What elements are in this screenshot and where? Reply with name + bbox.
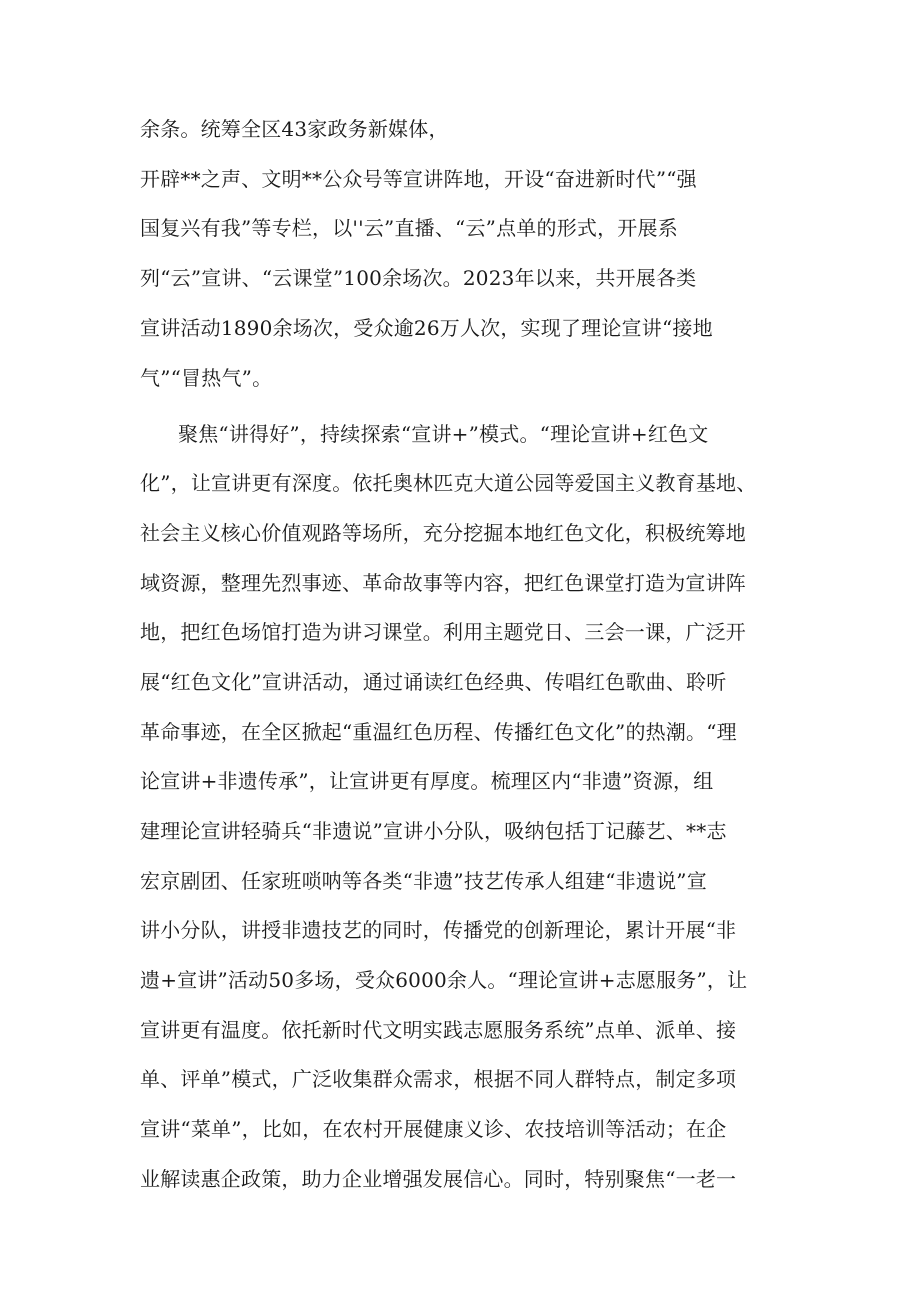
paragraph-1-line-1: 余条。统筹全区43家政务新媒体，: [140, 117, 449, 141]
paragraph-2-line-15: 宣讲“菜单”，比如，在农村开展健康义诊、农技培训等活动；在企: [140, 1117, 727, 1141]
paragraph-2-line-6: 展“红色文化”宣讲活动，通过诵读红色经典、传唱红色歌曲、聆听: [140, 670, 727, 694]
paragraph-1-line-4: 列“云”宣讲、“云课堂”100余场次。2023年以来，共开展各类: [140, 266, 697, 290]
paragraph-2-line-4: 域资源，整理先烈事迹、革命故事等内容，把红色课堂打造为宣讲阵: [140, 571, 746, 595]
paragraph-1-line-6: 气”“冒热气”。: [140, 366, 273, 390]
paragraph-2-line-11: 讲小分队，讲授非遗技艺的同时，传播党的创新理论，累计开展“非: [140, 918, 737, 942]
paragraph-2-line-1: 聚焦“讲得好”，持续探索“宣讲+”模式。“理论宣讲+红色文: [178, 422, 709, 446]
paragraph-2-line-3: 社会主义核心价值观路等场所，充分挖掘本地红色文化，积极统筹地: [140, 521, 746, 545]
paragraph-2-line-13: 宣讲更有温度。依托新时代文明实践志愿服务系统”点单、派单、接: [140, 1018, 737, 1042]
paragraph-2-line-5: 地，把红色场馆打造为讲习课堂。利用主题党日、三会一课，广泛开: [140, 620, 746, 644]
paragraph-2-line-8: 论宣讲+非遗传承”，让宣讲更有厚度。梳理区内“非遗”资源，组: [140, 769, 714, 793]
paragraph-2-line-12: 遗+宣讲”活动50多场，受众6000余人。“理论宣讲+志愿服务”，让: [140, 968, 748, 992]
paragraph-2-line-10: 宏京剧团、任家班唢呐等各类“非遗”技艺传承人组建“非遗说”宣: [140, 869, 707, 893]
paragraph-2-line-9: 建理论宣讲轻骑兵“非遗说”宣讲小分队，吸纳包括丁记藤艺、**志: [140, 819, 727, 843]
paragraph-1-line-3: 国复兴有我”等专栏，以''云”直播、“云”点单的形式，开展系: [140, 216, 678, 240]
paragraph-2-line-16: 业解读惠企政策，助力企业增强发展信心。同时，特别聚焦“一老一: [140, 1167, 737, 1191]
paragraph-2-line-14: 单、评单”模式，广泛收集群众需求，根据不同人群特点，制定多项: [140, 1067, 737, 1091]
paragraph-2-line-7: 革命事迹，在全区掀起“重温红色历程、传播红色文化”的热潮。“理: [140, 720, 737, 744]
paragraph-1-line-5: 宣讲活动1890余场次，受众逾26万人次，实现了理论宣讲“接地: [140, 316, 713, 340]
paragraph-1-line-2: 开辟**之声、文明**公众号等宣讲阵地，开设“奋进新时代”“强: [140, 167, 697, 191]
paragraph-2-line-2: 化”，让宣讲更有深度。依托奥林匹克大道公园等爱国主义教育基地、: [140, 471, 757, 495]
